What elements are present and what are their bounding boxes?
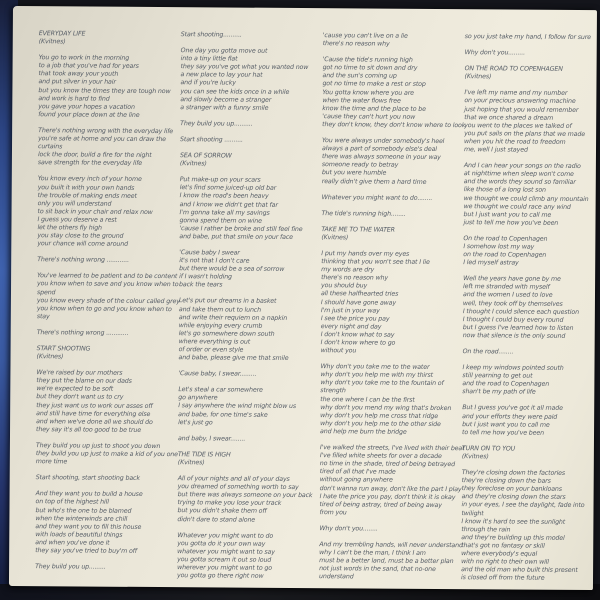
lyric-line: a new place to lay your hat bbox=[180, 71, 263, 80]
stanza bbox=[180, 120, 310, 129]
lyric-line: back the tears bbox=[179, 281, 223, 289]
stanza bbox=[35, 490, 165, 556]
lyric-line: from you bbox=[319, 508, 347, 517]
stanza bbox=[462, 405, 592, 438]
lyric-line: more time bbox=[35, 458, 68, 466]
lyric-line: I say anywhere the wind might blow us bbox=[178, 402, 297, 411]
lyric-line: the one where I can be the first bbox=[320, 395, 415, 404]
lyrics-column bbox=[35, 30, 180, 588]
lyric-line: I led myself astray bbox=[463, 259, 519, 267]
song-credit: (Kvitnes) bbox=[36, 353, 64, 361]
lyric-line: I know it's hard to see the sunlight bbox=[461, 517, 566, 526]
lyric-line: and work is hard to find bbox=[38, 94, 110, 103]
lyric-line: the trouble of making ends meet bbox=[37, 191, 137, 200]
lyric-line: left me stranded with myself bbox=[463, 283, 550, 292]
lyric-line: we thought we could climb any mountain bbox=[463, 194, 589, 203]
lyric-line: and the women I used to love bbox=[462, 291, 553, 300]
lyric-line: and your efforts they were paid bbox=[462, 412, 558, 421]
lyric-line: whatever you might want to say bbox=[177, 547, 275, 556]
lyric-line: to a job that you've had for years bbox=[38, 62, 139, 71]
lyric-line: On the road to Copenhagen bbox=[463, 235, 548, 243]
lyric-line: and baby, I swear........ bbox=[177, 434, 246, 443]
lyric-line: you gotta do it your own way bbox=[177, 539, 266, 548]
lyric-line: all these halfhearted tries bbox=[320, 290, 399, 299]
lyric-line: now that silence is the only sound bbox=[462, 332, 566, 340]
lyric-line: they say it's all too good to be true bbox=[36, 426, 142, 434]
lyric-line: you dreamed of something worth to say bbox=[177, 483, 299, 492]
lyric-line: there's no reason why bbox=[322, 40, 390, 48]
lyric-line: Start shooting .......... bbox=[180, 136, 243, 144]
stanza bbox=[463, 275, 593, 341]
lyric-line: I thought I could silence each question bbox=[462, 307, 579, 316]
lyric-line: you gotta scream it out so loud bbox=[177, 556, 272, 564]
lyric-line: wherever you might want to go bbox=[177, 564, 272, 572]
lyric-line: You go to work in the morning bbox=[38, 54, 130, 62]
lyric-line: I'm just in your way bbox=[320, 306, 380, 315]
stanza bbox=[462, 364, 592, 397]
lyric-line: why don't you help me to the other side bbox=[320, 419, 441, 428]
lyric-line: know the time and the place to be bbox=[322, 104, 426, 113]
lyric-line: And my trembling hands, will never understand bbox=[319, 541, 463, 550]
stanza bbox=[178, 435, 308, 444]
lyric-line: shan't be my path of life bbox=[462, 388, 536, 397]
lyric-line: but there was always someone on your back bbox=[177, 491, 313, 500]
lyric-line: why don't you take me to the fountain of bbox=[320, 379, 444, 388]
stanza bbox=[319, 525, 449, 534]
stanza bbox=[177, 532, 307, 581]
lyric-line: got no time to sit down and dry bbox=[322, 64, 418, 73]
stanza bbox=[35, 442, 178, 467]
lyric-line: I'm gonna take all my savings bbox=[179, 208, 270, 217]
lyric-line: but I just want you to call me bbox=[463, 210, 552, 219]
stanza bbox=[463, 348, 593, 357]
lyric-line: Why don't you......... bbox=[464, 49, 525, 57]
lyric-line: tired of being astray, tired of being away bbox=[319, 500, 442, 509]
song-credit: (Kvitnes) bbox=[177, 459, 205, 467]
stanza bbox=[179, 298, 309, 364]
lyric-line: where everything is out bbox=[178, 338, 251, 346]
stanza bbox=[321, 250, 452, 356]
lyrics-column bbox=[461, 33, 595, 591]
stanza bbox=[37, 176, 168, 250]
lyric-line: still yearning to get out bbox=[462, 372, 533, 380]
stanza bbox=[37, 329, 167, 338]
lyric-line: and the old man who built this present bbox=[461, 566, 578, 575]
lyric-line: you went to the places we talked of bbox=[464, 121, 572, 130]
lyric-line: I've walked the streets, I've lived with their beat bbox=[319, 444, 465, 453]
lyric-line: 'cause they can't hurt you now bbox=[322, 113, 416, 121]
lyric-line: you gotta go there right now bbox=[177, 572, 264, 580]
lyric-line: But I guess you've got it all made bbox=[462, 404, 563, 413]
lyric-line: but you didn't shake them off bbox=[177, 507, 267, 516]
lyric-line: when the water flows free bbox=[322, 96, 401, 105]
lyric-line: Whatever you might want to do........ bbox=[321, 193, 433, 202]
lyrics-column bbox=[318, 32, 466, 590]
lyric-line: you gave your hopes a vacation bbox=[38, 102, 135, 111]
lyric-line: and they're building up this model bbox=[461, 533, 565, 542]
lyric-line: me, well I just stayed bbox=[463, 146, 528, 154]
lyric-line: The tide's running high........ bbox=[321, 209, 406, 218]
lyric-line: on top of the highest hill bbox=[35, 498, 109, 507]
lyric-line: but they don't want us to cry bbox=[36, 393, 124, 402]
song-credit: (Kvitnes) bbox=[38, 38, 66, 46]
lyric-line: you should buy bbox=[321, 282, 368, 290]
lyric-line: They build you up......... bbox=[35, 563, 106, 571]
lyric-line: go anywhere bbox=[178, 394, 218, 402]
lyric-line: must be a better land, must be a better plan bbox=[319, 557, 454, 566]
lyric-line: without you bbox=[320, 347, 357, 355]
lyric-line: I should have gone away bbox=[320, 298, 397, 307]
lyric-line: they build you up just to make a kid of you one bbox=[35, 450, 178, 459]
lyric-line: And they want you to build a house bbox=[35, 490, 143, 499]
lyric-line: and babe, please give me that smile bbox=[178, 354, 289, 363]
lyrics-column bbox=[177, 31, 311, 589]
stanza bbox=[36, 474, 166, 483]
lyric-line: and when we've done all we should do bbox=[36, 417, 153, 426]
lyric-line: there's no reason why bbox=[321, 274, 388, 282]
lyric-line: why don't you mend my wing that's broken bbox=[320, 403, 452, 412]
lyric-line: let the others fly high bbox=[37, 224, 102, 232]
lyric-line: There's nothing wrong ............ bbox=[37, 256, 129, 265]
lyric-line: 'cause I rather be broke and still feel fine bbox=[179, 224, 303, 233]
lyric-line: you put sails on the plans that we made bbox=[464, 129, 585, 138]
lyric-line: you can see the kids once in a while bbox=[180, 87, 290, 96]
lyric-line: You know every inch of your home bbox=[37, 175, 142, 184]
stanza bbox=[36, 272, 180, 322]
lyric-line: without going anywhere bbox=[319, 476, 393, 485]
lyric-line: understand bbox=[318, 573, 354, 581]
song-title: TURN ON TO YOU bbox=[461, 444, 516, 453]
lyric-line: well, they took off by themselves bbox=[462, 299, 563, 308]
lyric-line: really didn't give them a hard time bbox=[321, 177, 427, 186]
lyric-line: why don't you help me with my thirst bbox=[320, 371, 433, 380]
lyric-line: stay bbox=[36, 312, 50, 321]
song-credit: (Kvitnes) bbox=[321, 234, 349, 242]
lyric-line: when the winterwinds are chill bbox=[35, 514, 128, 523]
song-title: ON THE ROAD TO COPENHAGEN bbox=[464, 65, 563, 74]
lyric-line: I see the price you pay bbox=[320, 314, 390, 323]
lyric-line: And I can hear your songs on the radio bbox=[463, 162, 581, 171]
lyric-line: 'Cause baby, I swear......... bbox=[178, 370, 257, 378]
lyric-line: why don't you help me cross that ridge bbox=[320, 411, 439, 420]
song-title: START SHOOTING bbox=[36, 345, 91, 353]
lyric-line: we're expected to be soft bbox=[36, 385, 114, 394]
lyric-line: On the road........ bbox=[462, 348, 514, 356]
lyric-line: that took away your youth bbox=[38, 70, 119, 79]
lyric-line: Why don't you........ bbox=[319, 525, 378, 533]
lyric-line: that we once shared a dream bbox=[464, 113, 554, 122]
lyric-line: that's got no fantasy or skill bbox=[461, 542, 545, 550]
lyric-line: 'cause you can't live on a lie bbox=[322, 32, 408, 40]
lyric-line: and when you've done it bbox=[35, 539, 110, 547]
lyric-line: Let's put our dreams in a basket bbox=[178, 297, 277, 306]
stanza bbox=[181, 31, 311, 40]
lyric-line: and babe, put that smile on your face bbox=[179, 233, 293, 241]
lyric-line: your chance will come around bbox=[37, 240, 128, 248]
stanza bbox=[37, 256, 167, 265]
lyric-line: got no time to make a rest or stop bbox=[322, 80, 426, 89]
lyric-line: is closed off from the future bbox=[460, 574, 545, 582]
lyric-line: and write their requiem on a napkin bbox=[178, 313, 288, 322]
lyric-line: you built it with your own hands bbox=[37, 183, 135, 192]
lyric-line: I've filled white sheets for over a decade bbox=[319, 452, 442, 461]
lyric-line: There's nothing wrong ............ bbox=[36, 329, 129, 337]
stanza bbox=[323, 32, 453, 49]
stanza bbox=[38, 54, 171, 120]
lyric-line: you know when to go and you know when to bbox=[36, 304, 172, 313]
lyric-line: with loads of beautiful things bbox=[35, 530, 123, 539]
lyric-line: but you know the times they are tough now bbox=[38, 86, 171, 95]
lyric-line: You gotta know where you are bbox=[322, 88, 414, 97]
lyric-line: and they're closing down the stars bbox=[461, 493, 566, 502]
lyric-line: I don't know what to say bbox=[320, 331, 395, 339]
lyric-line: just hoping that you would remember bbox=[464, 105, 579, 114]
lyric-line: 'Cause the tide's running high bbox=[322, 56, 413, 64]
lyric-line: Well the years have gone by me bbox=[463, 275, 561, 284]
lyric-line: Put make-up on your scars bbox=[179, 176, 261, 184]
song-credit: (Kvitnes) bbox=[464, 73, 492, 81]
stanza bbox=[322, 137, 452, 186]
lyric-line: when you hit the road to freedom bbox=[464, 138, 566, 146]
stanza bbox=[37, 127, 174, 168]
lyric-line: and take them out to lunch bbox=[178, 305, 262, 314]
lyric-line: curtains bbox=[37, 143, 63, 151]
lyric-line: at nighttime when sleep won't come bbox=[463, 170, 574, 179]
columns bbox=[35, 30, 597, 591]
lyric-line: Whatever you might want to do bbox=[177, 531, 274, 540]
stanza bbox=[177, 475, 313, 524]
lyric-line: you know every shade of the colour called grey bbox=[36, 296, 180, 305]
stanza bbox=[461, 469, 592, 583]
lyric-line: didn't dare to stand alone bbox=[177, 515, 256, 524]
lyric-line: to tell me how you've been bbox=[462, 428, 544, 437]
lyric-line: you stay close to the ground bbox=[37, 232, 124, 240]
stanza bbox=[463, 162, 593, 228]
lyric-line: every night and day bbox=[320, 322, 382, 331]
stanza bbox=[322, 194, 452, 203]
lyric-line: and put silver in your hair bbox=[38, 78, 116, 87]
stanza bbox=[35, 563, 165, 572]
lyric-line: You've learned to be patient and to be content bbox=[37, 272, 178, 281]
lyric-line: don't wanna run away, don't like the part I play bbox=[319, 484, 462, 493]
lyric-line: but I guess I've learned how to listen bbox=[462, 323, 574, 332]
lyric-line: strength bbox=[320, 387, 346, 395]
stanza bbox=[463, 235, 593, 268]
lyric-line: thinking that you won't see that I lie bbox=[321, 258, 430, 266]
lyric-line: we thought we could race any wind bbox=[463, 202, 571, 211]
lyric-line: only you will understand bbox=[37, 199, 112, 208]
lyric-line: 'Cause baby I swear bbox=[179, 249, 240, 257]
song-title: THE TIDE IS HIGH bbox=[177, 451, 231, 459]
lyric-line: if I wasn't holding bbox=[179, 273, 232, 281]
lyric-line: through the rain bbox=[461, 525, 511, 534]
stanza bbox=[464, 90, 594, 156]
lyric-line: no time in the shade, tired of being betrayed bbox=[319, 460, 455, 469]
lyric-line: with no right to their own will bbox=[461, 558, 549, 566]
lyric-line: There's nothing wrong with the everyday life bbox=[38, 127, 174, 136]
lyric-line: They're closing down the factories bbox=[461, 469, 566, 477]
lyric-line: They build you up.......... bbox=[180, 120, 253, 128]
stanza bbox=[465, 33, 595, 42]
lyric-line: I somehow lost my way bbox=[463, 243, 535, 251]
lyric-line: and help me burn the bridge bbox=[320, 428, 407, 436]
song-title: TAKE ME TO THE WATER bbox=[321, 225, 395, 234]
stanza bbox=[179, 176, 309, 242]
lyric-line: they say you've tried to buy'm off bbox=[35, 547, 137, 555]
lyric-line: I guess you deserve a rest bbox=[37, 216, 117, 224]
lyric-line: Let's steal a car somewhere bbox=[178, 386, 263, 395]
lyric-line: and the road to Copenhagen bbox=[462, 380, 550, 389]
stanza bbox=[178, 370, 308, 379]
lyric-line: but I just want you to call me bbox=[462, 420, 550, 429]
stanza bbox=[319, 444, 465, 518]
lyric-line: All of your nights and all of your days bbox=[177, 475, 290, 483]
lyric-line: and babe, for one time's sake bbox=[178, 410, 268, 419]
lyric-line: and the sun's coming up bbox=[322, 72, 397, 81]
lyric-line: We're raised by our mothers bbox=[36, 369, 123, 377]
stanza bbox=[322, 56, 466, 130]
lyric-line: twilight bbox=[461, 509, 484, 517]
lyric-line: and if you're lucky bbox=[180, 79, 236, 88]
lyric-line: on the road to Copenhagen bbox=[463, 251, 547, 259]
lyric-line: let's go somewhere down south bbox=[178, 329, 275, 338]
lyric-line: I know the road's been heavy bbox=[179, 192, 269, 201]
lyric-line: my words are dry bbox=[321, 266, 375, 274]
lyric-line: and slowly become a stranger bbox=[180, 95, 272, 104]
lyric-line: spend bbox=[36, 288, 56, 296]
lyric-line: Start shooting.......... bbox=[180, 31, 242, 39]
lyric-line: like those of a long lost son bbox=[463, 186, 546, 195]
lyric-line: of order or even style bbox=[178, 346, 244, 354]
lyric-line: I hate the price you pay, don't think it is okay bbox=[319, 492, 456, 501]
lyric-line: they foreclose on your bankloans bbox=[461, 485, 562, 494]
lyric-line: Start shooting, start shooting back bbox=[35, 474, 140, 483]
lyric-line: just to tell me how you've been bbox=[463, 218, 559, 227]
song-credit: (Kvitnes) bbox=[179, 160, 207, 168]
lyric-line: but who's the one to be blamed bbox=[35, 506, 132, 515]
lyric-line: where everybody's equal bbox=[461, 550, 538, 558]
song-credit: (Kvitnes) bbox=[461, 453, 489, 461]
lyric-line: but you were humble bbox=[321, 169, 387, 178]
lyric-line: into a tiny little flat bbox=[180, 55, 238, 63]
lyric-line: I've left my name and my number bbox=[464, 89, 568, 98]
lyric-line: lock the door, build a fire for the night bbox=[37, 151, 152, 160]
lyric-line: and they want you to fill this house bbox=[35, 522, 142, 531]
lyric-line: why I can't be the man, I think I am bbox=[319, 549, 426, 557]
lyric-line: not just words in the sand, that no-one bbox=[319, 565, 436, 574]
lyric-line: and I know we didn't get that far bbox=[179, 200, 278, 209]
lyric-line: there was always someone in your way bbox=[321, 153, 441, 162]
lyric-line: they're closing down the bars bbox=[461, 477, 551, 485]
song-title: EVERYDAY LIFE bbox=[38, 30, 86, 38]
lyric-line: always a part of somebody else's deal bbox=[321, 145, 437, 154]
lyric-sheet-paper bbox=[9, 6, 597, 590]
lyric-line: while enjoying every crumb bbox=[178, 321, 263, 330]
stanza bbox=[180, 136, 310, 145]
lyric-line: tired of all that I've made bbox=[319, 468, 396, 476]
stanza bbox=[178, 386, 308, 427]
lyric-line: I keep my windows pointed south bbox=[462, 364, 564, 372]
lyric-line: They build you up just to shoot you down bbox=[35, 442, 161, 450]
lyric-line: found your place down at the line bbox=[38, 111, 140, 119]
lyric-line: Why don't you take me to the water bbox=[320, 363, 430, 372]
lyric-line: I put my hands over my eyes bbox=[321, 250, 410, 258]
lyric-line: on your precious answering machine bbox=[464, 97, 576, 106]
lyric-line: One day you gotta move out bbox=[180, 47, 268, 55]
stanza bbox=[465, 49, 595, 58]
lyric-line: they say you've got what you wanted now bbox=[180, 63, 309, 72]
lyric-line: You were always under somebody's heel bbox=[322, 137, 445, 146]
lyric-line: they just want us to work our asses off bbox=[36, 401, 153, 410]
stanza bbox=[320, 363, 451, 437]
stanza bbox=[322, 210, 452, 219]
lyric-line: trying to make you lose your track bbox=[177, 499, 282, 508]
stanza bbox=[179, 249, 309, 290]
lyric-line: save strength for the everyday life bbox=[37, 159, 143, 168]
lyric-line: to sit back in your chair and relax now bbox=[37, 207, 153, 216]
lyric-line: you know when to save and you know when to bbox=[37, 280, 179, 289]
lyric-line: I thought I could buy every round bbox=[462, 315, 564, 324]
lyric-line: and still have time for everything else bbox=[36, 409, 151, 418]
lyric-line: it's not that I don't care bbox=[179, 257, 250, 265]
lyric-line: they put the blame on our dads bbox=[36, 377, 132, 386]
stanza bbox=[318, 541, 463, 582]
lyric-line: and the words they sound so familiar bbox=[463, 178, 576, 187]
lyric-line: you're safe at home and you can draw the bbox=[38, 135, 166, 144]
stanza bbox=[36, 369, 166, 435]
lyric-line: let's find some juiced-up old bar bbox=[179, 184, 277, 193]
lyric-line: so you just take my hand, I follow for sure bbox=[464, 33, 591, 42]
lyric-line: they don't know, they don't know where to look bbox=[322, 121, 466, 130]
lyric-line: someone ready to betray bbox=[321, 161, 399, 170]
lyric-line: I don't know where to go bbox=[320, 339, 396, 347]
stanza bbox=[180, 47, 310, 113]
lyric-line: gonna spend them on wine bbox=[179, 216, 262, 225]
lyric-line: a stranger with a funny smile bbox=[180, 103, 269, 112]
song-title: SEA OF SORROW bbox=[179, 152, 232, 160]
lyric-line: in your eyes, I see the daylight, fade into bbox=[461, 501, 585, 510]
lyric-line: but there would be a sea of sorrow bbox=[179, 265, 285, 274]
lyric-line: let's just go bbox=[178, 418, 213, 427]
